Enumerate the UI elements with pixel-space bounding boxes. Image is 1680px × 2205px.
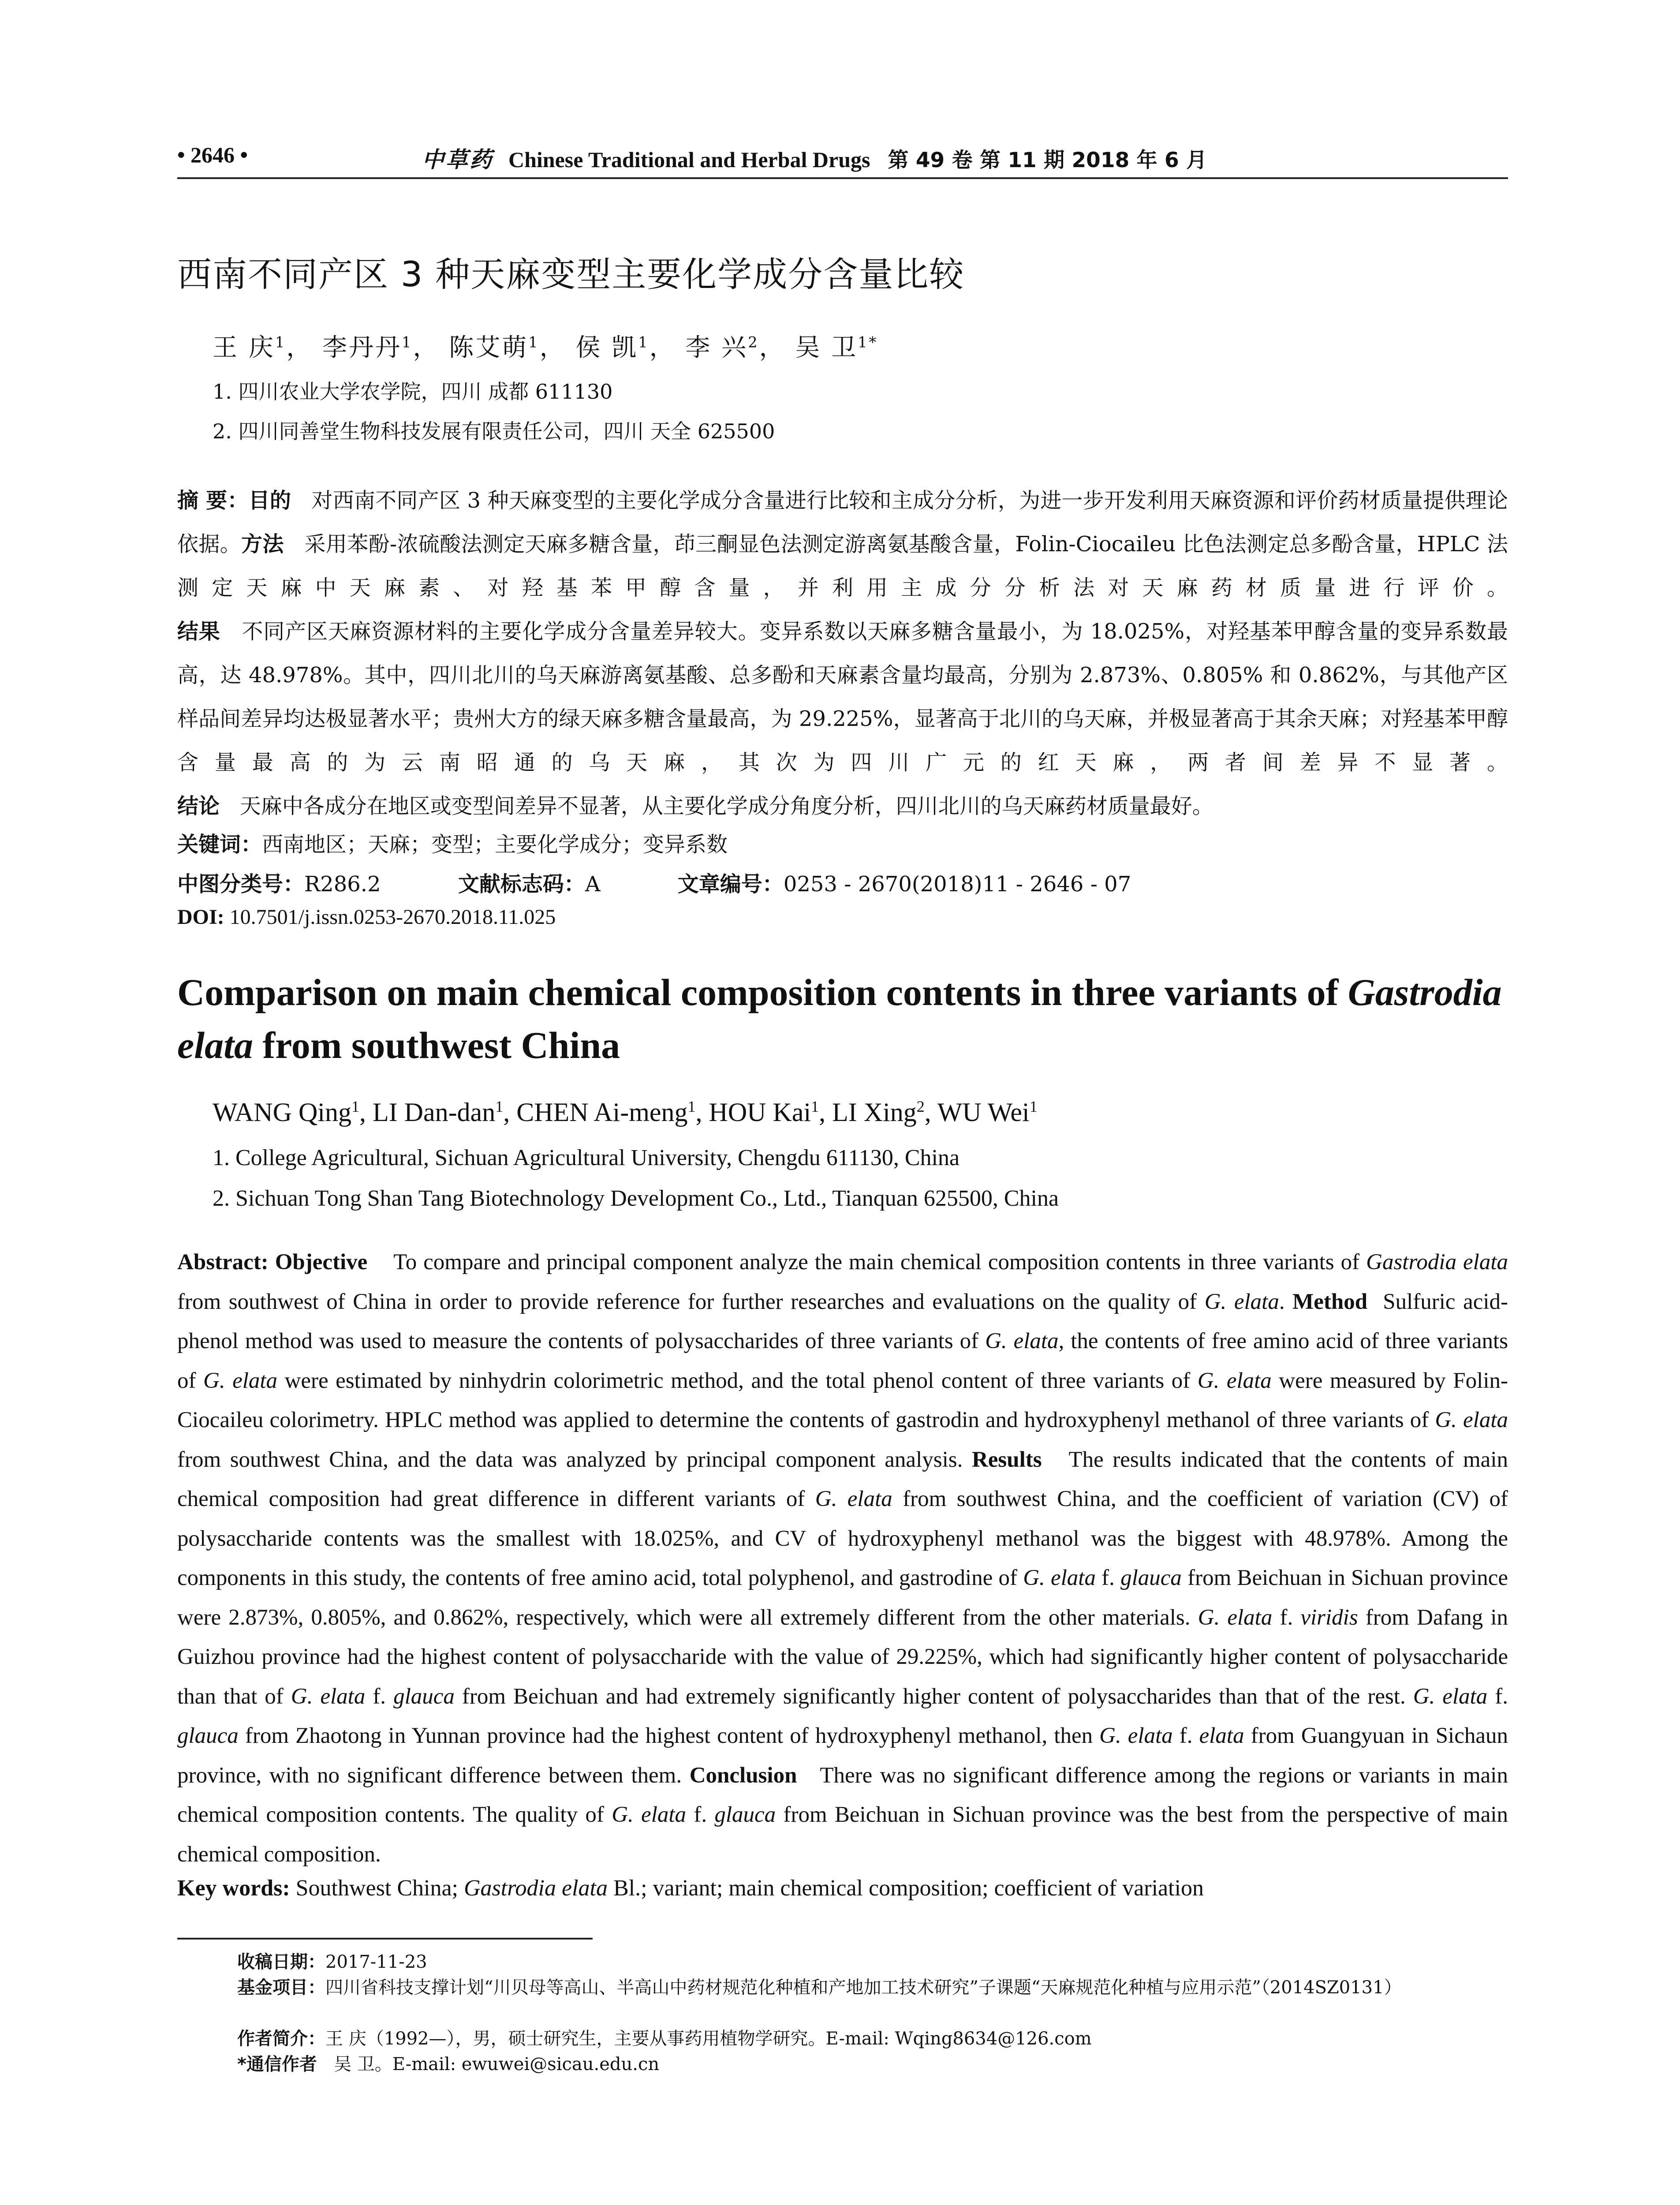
doc-code-value: A [585,872,601,897]
english-abstract-body: To compare and principal component analyze the main chemical composition contents in three variants of Gastrodia elata from southwest of China in order to provide reference for further researches and evaluations on the quality of G. elata. Method Sulfuric acid-phenol method was used to measure the contents of polysaccharides of three variants of G. elata, the contents of free amino acid of three variants of G. elata were estimated by ninhydrin colorimetric method, and the total phenol content of three variants of G. elata were measured by Folin-Ciocaileu colorimetry. HPLC method was applied to determine the contents of gastrodin and hydroxyphenyl methanol of three variants of G. elata from southwest China, and the data was analyzed by principal component analysis. Results The results indicated that the contents of main chemical composition had great difference in different variants of G. elata from southwest China, and the coefficient of variation (CV) of polysaccharide contents was the smallest with 18.025%, and CV of hydroxyphenyl methanol was the biggest with 48.978%. Among the components in this study, the contents of free amino acid, total polyphenol, and gastrodine of G. elata f. glauca from Beichuan in Sichuan province were 2.873%, 0.805%, and 0.862%, respectively, which were all extremely different from the other materials. G. elata f. viridis from Dafang in Guizhou province had the highest content of polysaccharide with the value of 29.225%, which had significantly higher content of polysaccharide than that of G. elata f. glauca from Beichuan and had extremely significantly higher content of polysaccharides than that of the rest. G. elata f. glauca from Zhaotong in Yunnan province had the highest content of hydroxyphenyl methanol, then G. elata f. elata from Guangyuan in Sichaun province, with no significant difference between them. Conclusion There was no significant difference among the regions or variants in main chemical composition contents. The quality of G. elata f. glauca from Beichuan in Sichuan province was the best from the perspective of main chemical composition. [177,1250,1508,1867]
chinese-title: 西南不同产区 3 种天麻变型主要化学成分含量比较 [177,255,965,295]
conclusion-label: 结论 [177,794,220,818]
author-affiliation-mark: 1 [495,1098,504,1115]
article-no-value: 0253 - 2670(2018)11 - 2646 - 07 [783,872,1131,897]
classification-line [177,867,1131,897]
abstract-label: 摘 要： [177,488,249,513]
author-name: 李丹丹 [322,333,402,362]
journal-info [422,142,1207,174]
author-name: 王 庆 [213,333,275,362]
corresponding-text: 吴 卫。E-mail: ewuwei@sicau.edu.cn [334,2054,660,2074]
clc-value: R286.2 [304,872,381,897]
english-title [177,966,1508,1072]
results-text: 不同产区天麻资源材料的主要化学成分含量差异较大。变异系数以天麻多糖含量最小，为 18.025%，对羟基苯甲醇含量的变异系数最高，达 48.978%。其中，四川北川的乌天麻游离氨基酸、总多酚和天麻素含量均最高，分别为 2.873%、0.805% 和 0.862%，与其他产区样品间差异均达极显著水平；贵州大方的绿天麻多糖含量最高，为 29.225%，显著高于北川的乌天麻，并极显著高于其余天麻；对羟基苯甲醇含量最高的为云南昭通的乌天麻，其次为四川广元的红天麻，两者间差异不显著。 [177,619,1508,775]
volume-issue: 第 49 卷 第 11 期 2018 年 6 月 [888,148,1207,172]
author-affiliation-mark: 1 [638,333,650,351]
author-name: 陈艾萌 [449,333,529,362]
author-name: LI Xing [832,1098,917,1127]
article-no-label: 文章编号： [677,872,784,897]
doi-line [177,905,556,929]
objective-text: 对西南不同产区 3 种天麻变型的主要化学成分含量进行比较和主成分分析，为进一步开发利用天麻资源和评价药材质量提供理论依据。 [177,488,1508,557]
author-affiliation-mark: 1 [1029,1098,1038,1115]
doi-value[interactable]: 10.7501/j.issn.0253-2670.2018.11.025 [229,905,556,929]
header-rule [177,177,1508,179]
fund-label: 基金项目： [237,1977,325,1998]
abstract-objective-label: Abstract: Objective [177,1250,368,1274]
english-authors: WANG Qing$^1$, LI Dan-dan$^1$, CHEN Ai-meng$^1$, HOU Kai$^1$, LI Xing$^2$, WU Wei$^1$ [213,1098,1038,1127]
author-name: LI Dan-dan [372,1098,496,1127]
journal-english-name: Chinese Traditional and Herbal Drugs [508,147,870,172]
author-affiliation-mark: 1 [275,333,287,351]
results-label: 结果 [177,619,220,644]
author-name: WU Wei [937,1098,1030,1127]
chinese-abstract [177,479,1508,828]
conclusion-text: 天麻中各成分在地区或变型间差异不显著，从主要化学成分角度分析，四川北川的乌天麻药材质量最好。 [239,794,1213,818]
author-affiliation-mark: 1 [811,1098,819,1115]
author-name: CHEN Ai-meng [516,1098,688,1127]
english-affiliation-1: 1. College Agricultural, Sichuan Agricultural University, Chengdu 611130, China [213,1145,960,1170]
footnote-rule [177,1938,593,1940]
english-affiliation-2: 2. Sichuan Tong Shan Tang Biotechnology Development Co., Ltd., Tianquan 625500, China [213,1186,1059,1211]
fund-text: 四川省科技支撑计划“川贝母等高山、半高山中药材规范化种植和产地加工技术研究”子课题“天麻规范化种植与应用示范”（2014SZ0131） [325,1977,1402,1998]
author-name: 李 兴 [685,333,748,362]
method-label: 方法 [241,532,284,557]
page-number: • 2646 • [177,142,248,167]
keywords-label: Key words: [177,1876,290,1901]
chinese-affiliation-1: 1. 四川农业大学农学院，四川 成都 611130 [213,380,613,404]
received-date: 2017-11-23 [325,1952,427,1972]
running-header [177,142,1508,173]
method-text: 采用苯酚-浓硫酸法测定天麻多糖含量，茚三酮显色法测定游离氨基酸含量，Folin-Ciocaileu 比色法测定总多酚含量，HPLC 法测定天麻中天麻素、对羟基苯甲醇含量，并利用主成分分析法对天麻药材质量进行评价。 [177,532,1508,600]
chinese-keywords [177,827,728,858]
footnote-fund [237,1976,1507,1999]
objective-label: 目的 [248,488,291,513]
author-affiliation-mark: 1 [528,333,540,351]
clc-label: 中图分类号： [177,872,305,897]
keywords-text: 西南地区；天麻；变型；主要化学成分；变异系数 [262,832,728,857]
author-affiliation-mark: 1 [687,1098,696,1115]
author-affiliation-mark: 1 [402,333,413,351]
english-keywords [177,1875,1204,1901]
footnote-author [237,2027,1507,2051]
author-bio-label: 作者简介： [237,2029,325,2049]
footnote-received [237,1950,1507,1974]
chinese-affiliation-2: 2. 四川同善堂生物科技发展有限责任公司，四川 天全 625500 [213,419,775,443]
footnote-corresponding [237,2052,1507,2076]
english-abstract [177,1243,1508,1874]
author-name: 侯 凯 [575,333,638,362]
author-name: 吴 卫 [795,333,858,362]
author-bio-text: 王 庆（1992—），男，硕士研究生，主要从事药用植物学研究。E-mail: Wqing8634@126.com [325,2029,1092,2049]
journal-brand-logo: 中草药 [422,146,493,172]
received-label: 收稿日期： [237,1952,325,1972]
keywords-label: 关键词： [177,832,262,857]
english-title-part: Comparison on main chemical composition contents in three variants of [177,971,1348,1013]
english-title-species: Gastrodia elata [177,971,1502,1066]
corresponding-label: *通信作者 [237,2054,317,2074]
author-affiliation-mark: 1* [858,333,878,351]
keywords-text: Southwest China; Gastrodia elata Bl.; variant; main chemical composition; coefficient of variation [290,1876,1204,1901]
author-name: HOU Kai [709,1098,811,1127]
author-affiliation-mark: 1 [351,1098,359,1115]
doi-label: DOI: [177,905,224,929]
chinese-authors: 王 庆$^1$， 李丹丹$^1$， 陈艾萌$^1$， 侯 凯$^1$， 李 兴$^2$， 吴 卫$^{1*}$ [213,333,878,362]
author-affiliation-mark: 2 [748,333,759,351]
english-title-part: from southwest China [253,1024,620,1066]
doc-code-label: 文献标志码： [458,872,585,897]
author-name: WANG Qing [213,1098,351,1127]
author-affiliation-mark: 2 [916,1098,925,1115]
